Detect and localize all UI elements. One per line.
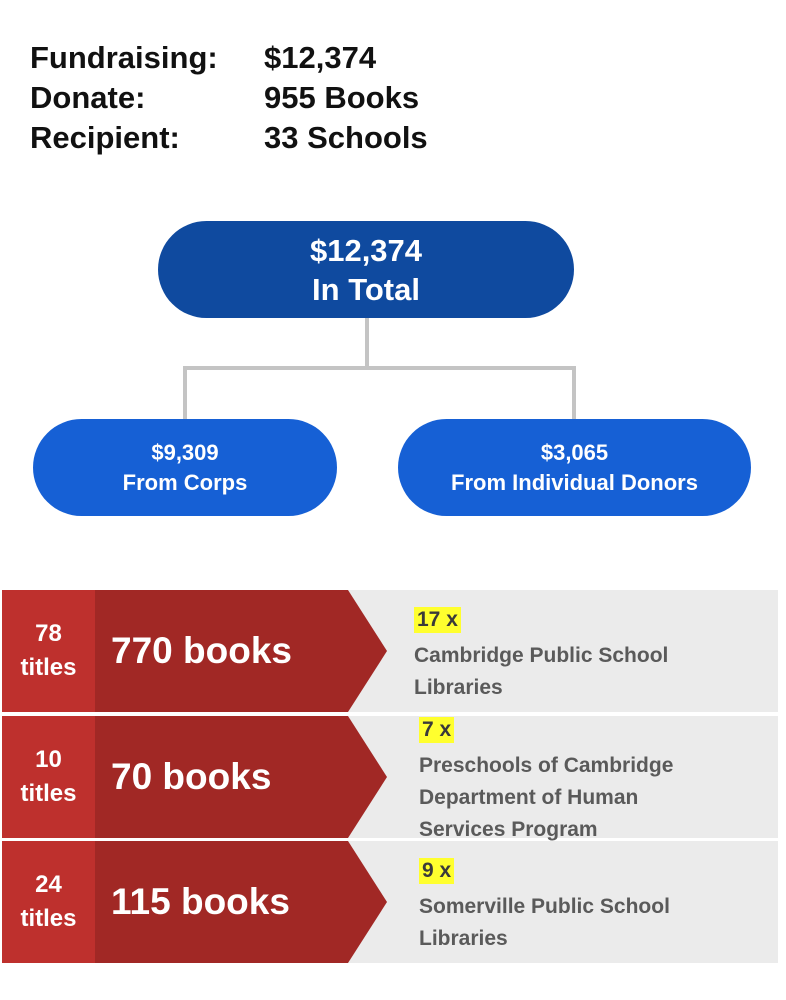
donation-row [2, 716, 778, 841]
summary-label: Donate: [30, 80, 146, 115]
destination-name [414, 640, 668, 704]
corps-amount: $9,309 [151, 439, 219, 465]
destination-name [419, 891, 670, 955]
donors-caption: From Individual Donors [451, 469, 698, 495]
destination-block [419, 714, 673, 846]
destination-line: Libraries [419, 927, 508, 950]
destination-line: Libraries [414, 676, 503, 699]
summary-row-donate [30, 78, 428, 118]
total-caption: In Total [312, 271, 420, 307]
titles-count-box [2, 590, 95, 712]
corps-node [33, 419, 337, 516]
connector-left-drop [183, 366, 187, 419]
titles-count: 24 [35, 871, 62, 898]
summary-block [30, 38, 428, 158]
titles-word: titles [20, 654, 77, 681]
donation-row [2, 590, 778, 712]
corps-caption: From Corps [122, 469, 248, 495]
destination-line: Department of Human [419, 786, 639, 809]
titles-count: 78 [35, 620, 62, 647]
donors-amount: $3,065 [540, 439, 609, 465]
summary-row-recipient [30, 118, 428, 158]
connector-bar [183, 366, 576, 370]
connector-right-drop [572, 366, 576, 419]
titles-word: titles [20, 905, 77, 932]
multiplier-highlight: 17 x [414, 607, 461, 633]
titles-count: 10 [35, 746, 62, 773]
destination-block [419, 855, 670, 955]
multiplier-highlight: 7 x [419, 717, 454, 743]
destination-name [419, 750, 673, 846]
destination-block [414, 604, 668, 704]
destination-line: Preschools of Cambridge [419, 754, 674, 777]
total-node [158, 221, 574, 318]
total-amount: $12,374 [309, 232, 423, 268]
destination-line: Somerville Public School [419, 895, 670, 918]
titles-count-box [2, 716, 95, 838]
books-count: 115 books [111, 881, 290, 922]
summary-value: 955 Books [264, 80, 420, 115]
summary-label: Recipient: [30, 120, 180, 155]
books-count: 70 books [111, 756, 272, 797]
titles-count-box [2, 841, 95, 963]
donation-row [2, 841, 778, 963]
summary-label: Fundraising: [30, 40, 218, 75]
books-count: 770 books [111, 630, 292, 671]
summary-value: $12,374 [264, 40, 377, 75]
donors-node [398, 419, 751, 516]
titles-word: titles [20, 780, 77, 807]
destination-line: Cambridge Public School [414, 644, 669, 667]
multiplier-highlight: 9 x [419, 858, 454, 884]
connector-stem [365, 318, 369, 368]
destination-line: Services Program [419, 818, 598, 841]
summary-row-fundraising [30, 38, 428, 78]
summary-value: 33 Schools [264, 120, 428, 155]
